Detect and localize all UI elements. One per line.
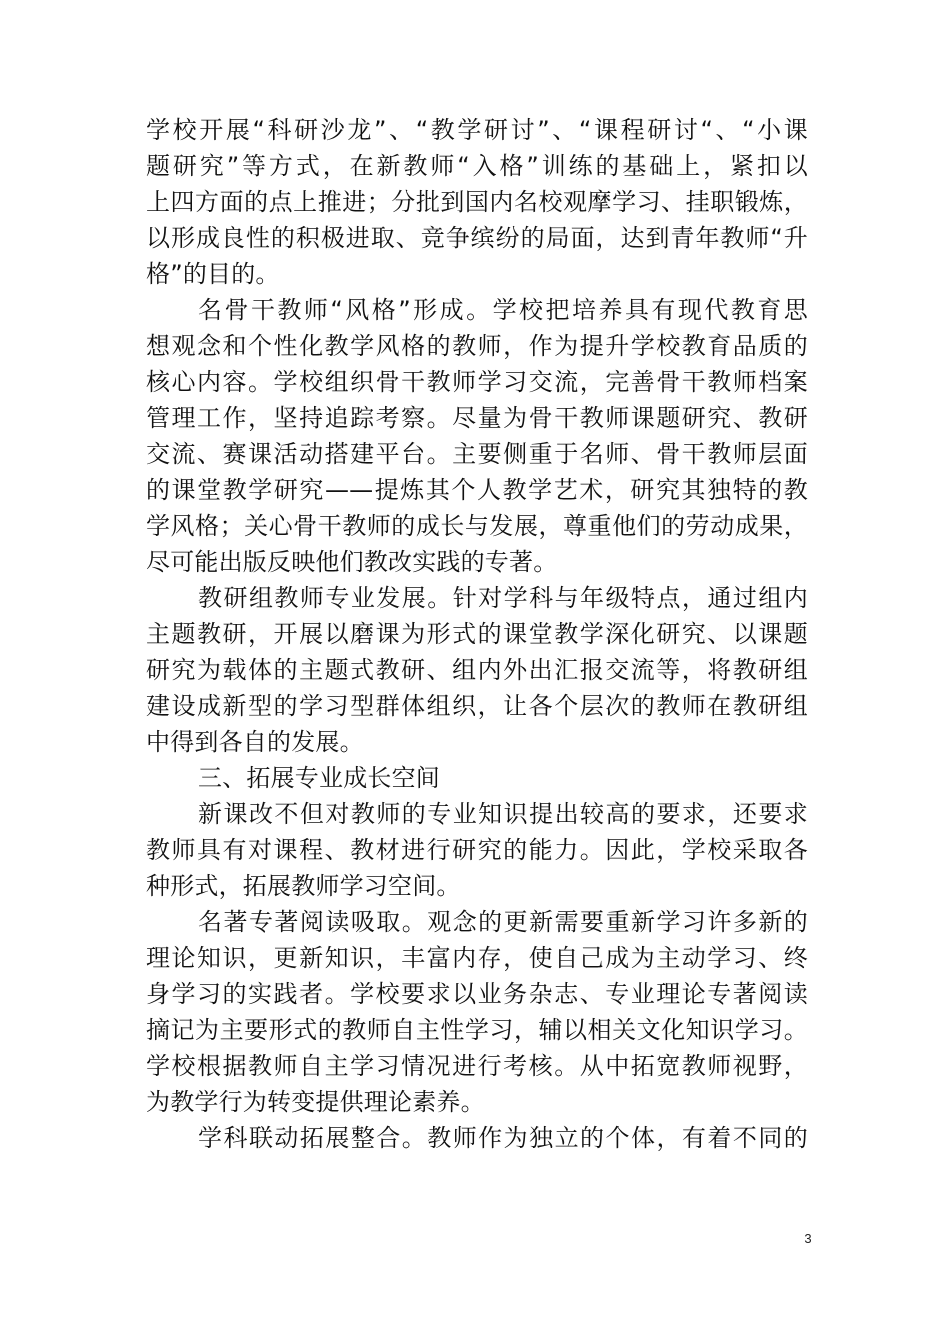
text-line: 题研究”等方式，在新教师“入格”训练的基础上，紧扣以 — [146, 152, 808, 180]
text-line: 交流、赛课活动搭建平台。主要侧重于名师、骨干教师层面 — [146, 440, 808, 468]
text-line: 身学习的实践者。学校要求以业务杂志、专业理论专著阅读 — [146, 980, 808, 1008]
text-line: 三、拓展专业成长空间 — [198, 764, 440, 792]
text-line: 学科联动拓展整合。教师作为独立的个体，有着不同的 — [198, 1124, 808, 1152]
text-line: 以形成良性的积极进取、竞争缤纷的局面，达到青年教师“升 — [146, 224, 808, 252]
text-line: 新课改不但对教师的专业知识提出较高的要求，还要求 — [198, 800, 808, 828]
text-line: 为教学行为转变提供理论素养。 — [146, 1088, 485, 1116]
page-number: 3 — [804, 1231, 812, 1246]
text-line: 建设成新型的学习型群体组织，让各个层次的教师在教研组 — [146, 692, 808, 720]
text-line: 核心内容。学校组织骨干教师学习交流，完善骨干教师档案 — [146, 368, 808, 396]
text-line: 想观念和个性化教学风格的教师，作为提升学校教育品质的 — [146, 332, 808, 360]
text-line: 教师具有对课程、教材进行研究的能力。因此，学校采取各 — [146, 836, 808, 864]
text-line: 尽可能出版反映他们教改实践的专著。 — [146, 548, 558, 576]
text-line: 教研组教师专业发展。针对学科与年级特点，通过组内 — [198, 584, 808, 612]
text-line: 摘记为主要形式的教师自主性学习，辅以相关文化知识学习。 — [146, 1016, 808, 1044]
text-line: 中得到各自的发展。 — [146, 728, 364, 756]
body-text — [146, 112, 808, 1156]
text-line: 名著专著阅读吸取。观念的更新需要重新学习许多新的 — [198, 908, 808, 936]
text-line: 学校根据教师自主学习情况进行考核。从中拓宽教师视野， — [146, 1052, 808, 1080]
text-line: 学风格；关心骨干教师的成长与发展，尊重他们的劳动成果， — [146, 512, 808, 540]
text-line: 管理工作，坚持追踪考察。尽量为骨干教师课题研究、教研 — [146, 404, 808, 432]
text-line: 格”的目的。 — [146, 260, 280, 288]
text-line: 名骨干教师“风格”形成。学校把培养具有现代教育思 — [198, 296, 808, 324]
text-line: 主题教研，开展以磨课为形式的课堂教学深化研究、以课题 — [146, 620, 808, 648]
text-line: 理论知识，更新知识，丰富内存，使自己成为主动学习、终 — [146, 944, 808, 972]
text-line: 上四方面的点上推进；分批到国内名校观摩学习、挂职锻炼， — [146, 188, 808, 216]
text-line: 的课堂教学研究——提炼其个人教学艺术，研究其独特的教 — [146, 476, 808, 504]
text-line: 研究为载体的主题式教研、组内外出汇报交流等，将教研组 — [146, 656, 808, 684]
text-line: 学校开展“科研沙龙”、“教学研讨”、“课程研讨“、“小课 — [146, 116, 808, 144]
text-line: 种形式，拓展教师学习空间。 — [146, 872, 461, 900]
